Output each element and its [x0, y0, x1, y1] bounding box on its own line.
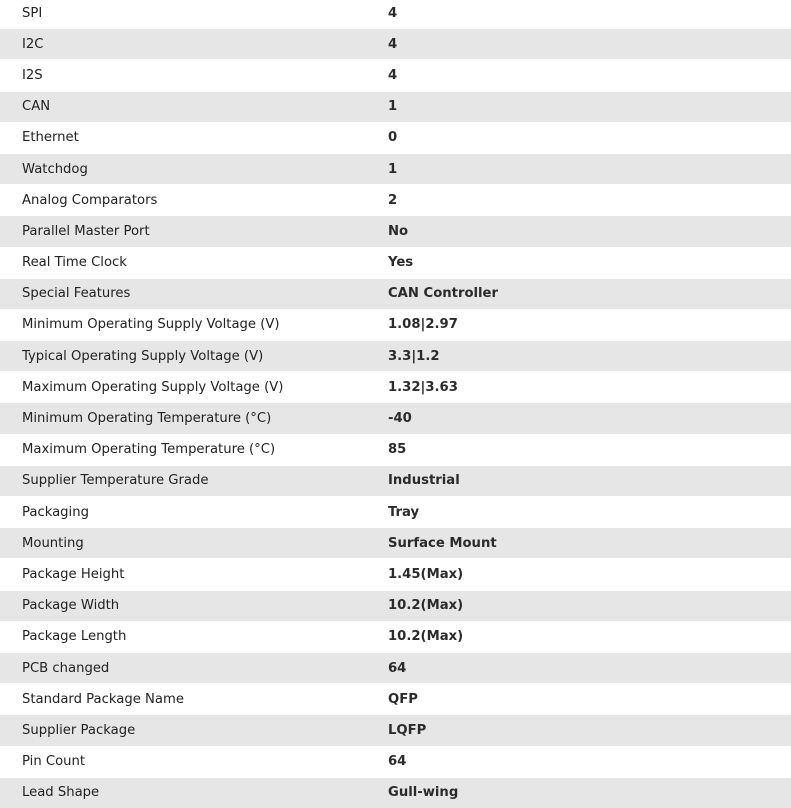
spec-row — [0, 122, 791, 153]
spec-label: Special Features — [22, 286, 131, 302]
spec-row — [0, 714, 791, 745]
spec-row — [0, 184, 791, 215]
spec-label: SPI — [22, 5, 43, 21]
spec-row — [0, 683, 791, 714]
spec-row — [0, 278, 791, 309]
spec-value: No — [388, 223, 409, 239]
spec-value: Tray — [388, 504, 420, 520]
spec-value: 1.32|3.63 — [388, 379, 458, 395]
spec-value: 10.2(Max) — [388, 598, 464, 614]
spec-value: LQFP — [388, 722, 427, 738]
spec-row — [0, 371, 791, 402]
spec-row — [0, 621, 791, 652]
spec-label: Package Width — [22, 598, 120, 614]
spec-row — [0, 59, 791, 90]
spec-label: Minimum Operating Temperature (°C) — [22, 411, 272, 427]
spec-value: 10.2(Max) — [388, 629, 464, 645]
spec-value: 4 — [388, 5, 398, 21]
spec-value: 1 — [388, 161, 398, 177]
spec-row — [0, 527, 791, 558]
spec-row — [0, 652, 791, 683]
spec-value: 85 — [388, 442, 407, 458]
spec-value: 4 — [388, 36, 398, 52]
spec-value: 64 — [388, 660, 407, 676]
spec-value: Yes — [388, 255, 414, 271]
spec-row — [0, 558, 791, 589]
spec-value: 4 — [388, 67, 398, 83]
spec-label: Package Height — [22, 566, 125, 582]
spec-label: Analog Comparators — [22, 192, 158, 208]
spec-label: Real Time Clock — [22, 255, 127, 271]
spec-value: 0 — [388, 130, 398, 146]
spec-row — [0, 590, 791, 621]
spec-label: Standard Package Name — [22, 691, 184, 707]
spec-label: I2S — [22, 67, 43, 83]
spec-row — [0, 465, 791, 496]
spec-row — [0, 402, 791, 433]
spec-value: CAN Controller — [388, 286, 498, 302]
spec-row — [0, 746, 791, 777]
spec-label: Typical Operating Supply Voltage (V) — [22, 348, 264, 364]
spec-row — [0, 91, 791, 122]
spec-value: -40 — [388, 411, 412, 427]
spec-label: Maximum Operating Temperature (°C) — [22, 442, 276, 458]
spec-value: 1.08|2.97 — [388, 317, 458, 333]
spec-value: 1.45(Max) — [388, 566, 464, 582]
spec-label: PCB changed — [22, 660, 110, 676]
spec-row — [0, 340, 791, 371]
spec-value: 2 — [388, 192, 398, 208]
spec-value: 3.3|1.2 — [388, 348, 440, 364]
spec-value: Surface Mount — [388, 535, 497, 551]
spec-label: Maximum Operating Supply Voltage (V) — [22, 379, 284, 395]
spec-value: 1 — [388, 99, 398, 115]
spec-label: Minimum Operating Supply Voltage (V) — [22, 317, 280, 333]
spec-value: QFP — [388, 691, 418, 707]
spec-row — [0, 153, 791, 184]
spec-value: Gull-wing — [388, 785, 459, 801]
spec-label: CAN — [22, 99, 51, 115]
spec-row — [0, 496, 791, 527]
spec-label: Supplier Package — [22, 722, 136, 738]
spec-label: Lead Shape — [22, 785, 100, 801]
spec-label: Parallel Master Port — [22, 223, 150, 239]
spec-label: Package Length — [22, 629, 127, 645]
spec-label: Ethernet — [22, 130, 79, 146]
spec-label: Supplier Temperature Grade — [22, 473, 209, 489]
spec-row — [0, 777, 791, 808]
spec-label: Pin Count — [22, 754, 86, 770]
spec-label: I2C — [22, 36, 44, 52]
spec-row — [0, 28, 791, 59]
spec-label: Mounting — [22, 535, 84, 551]
spec-label: Packaging — [22, 504, 89, 520]
spec-row — [0, 434, 791, 465]
spec-value: 64 — [388, 754, 407, 770]
spec-label: Watchdog — [22, 161, 88, 177]
spec-value: Industrial — [388, 473, 460, 489]
spec-row — [0, 247, 791, 278]
spec-row — [0, 309, 791, 340]
spec-row — [0, 0, 791, 28]
spec-row — [0, 215, 791, 246]
